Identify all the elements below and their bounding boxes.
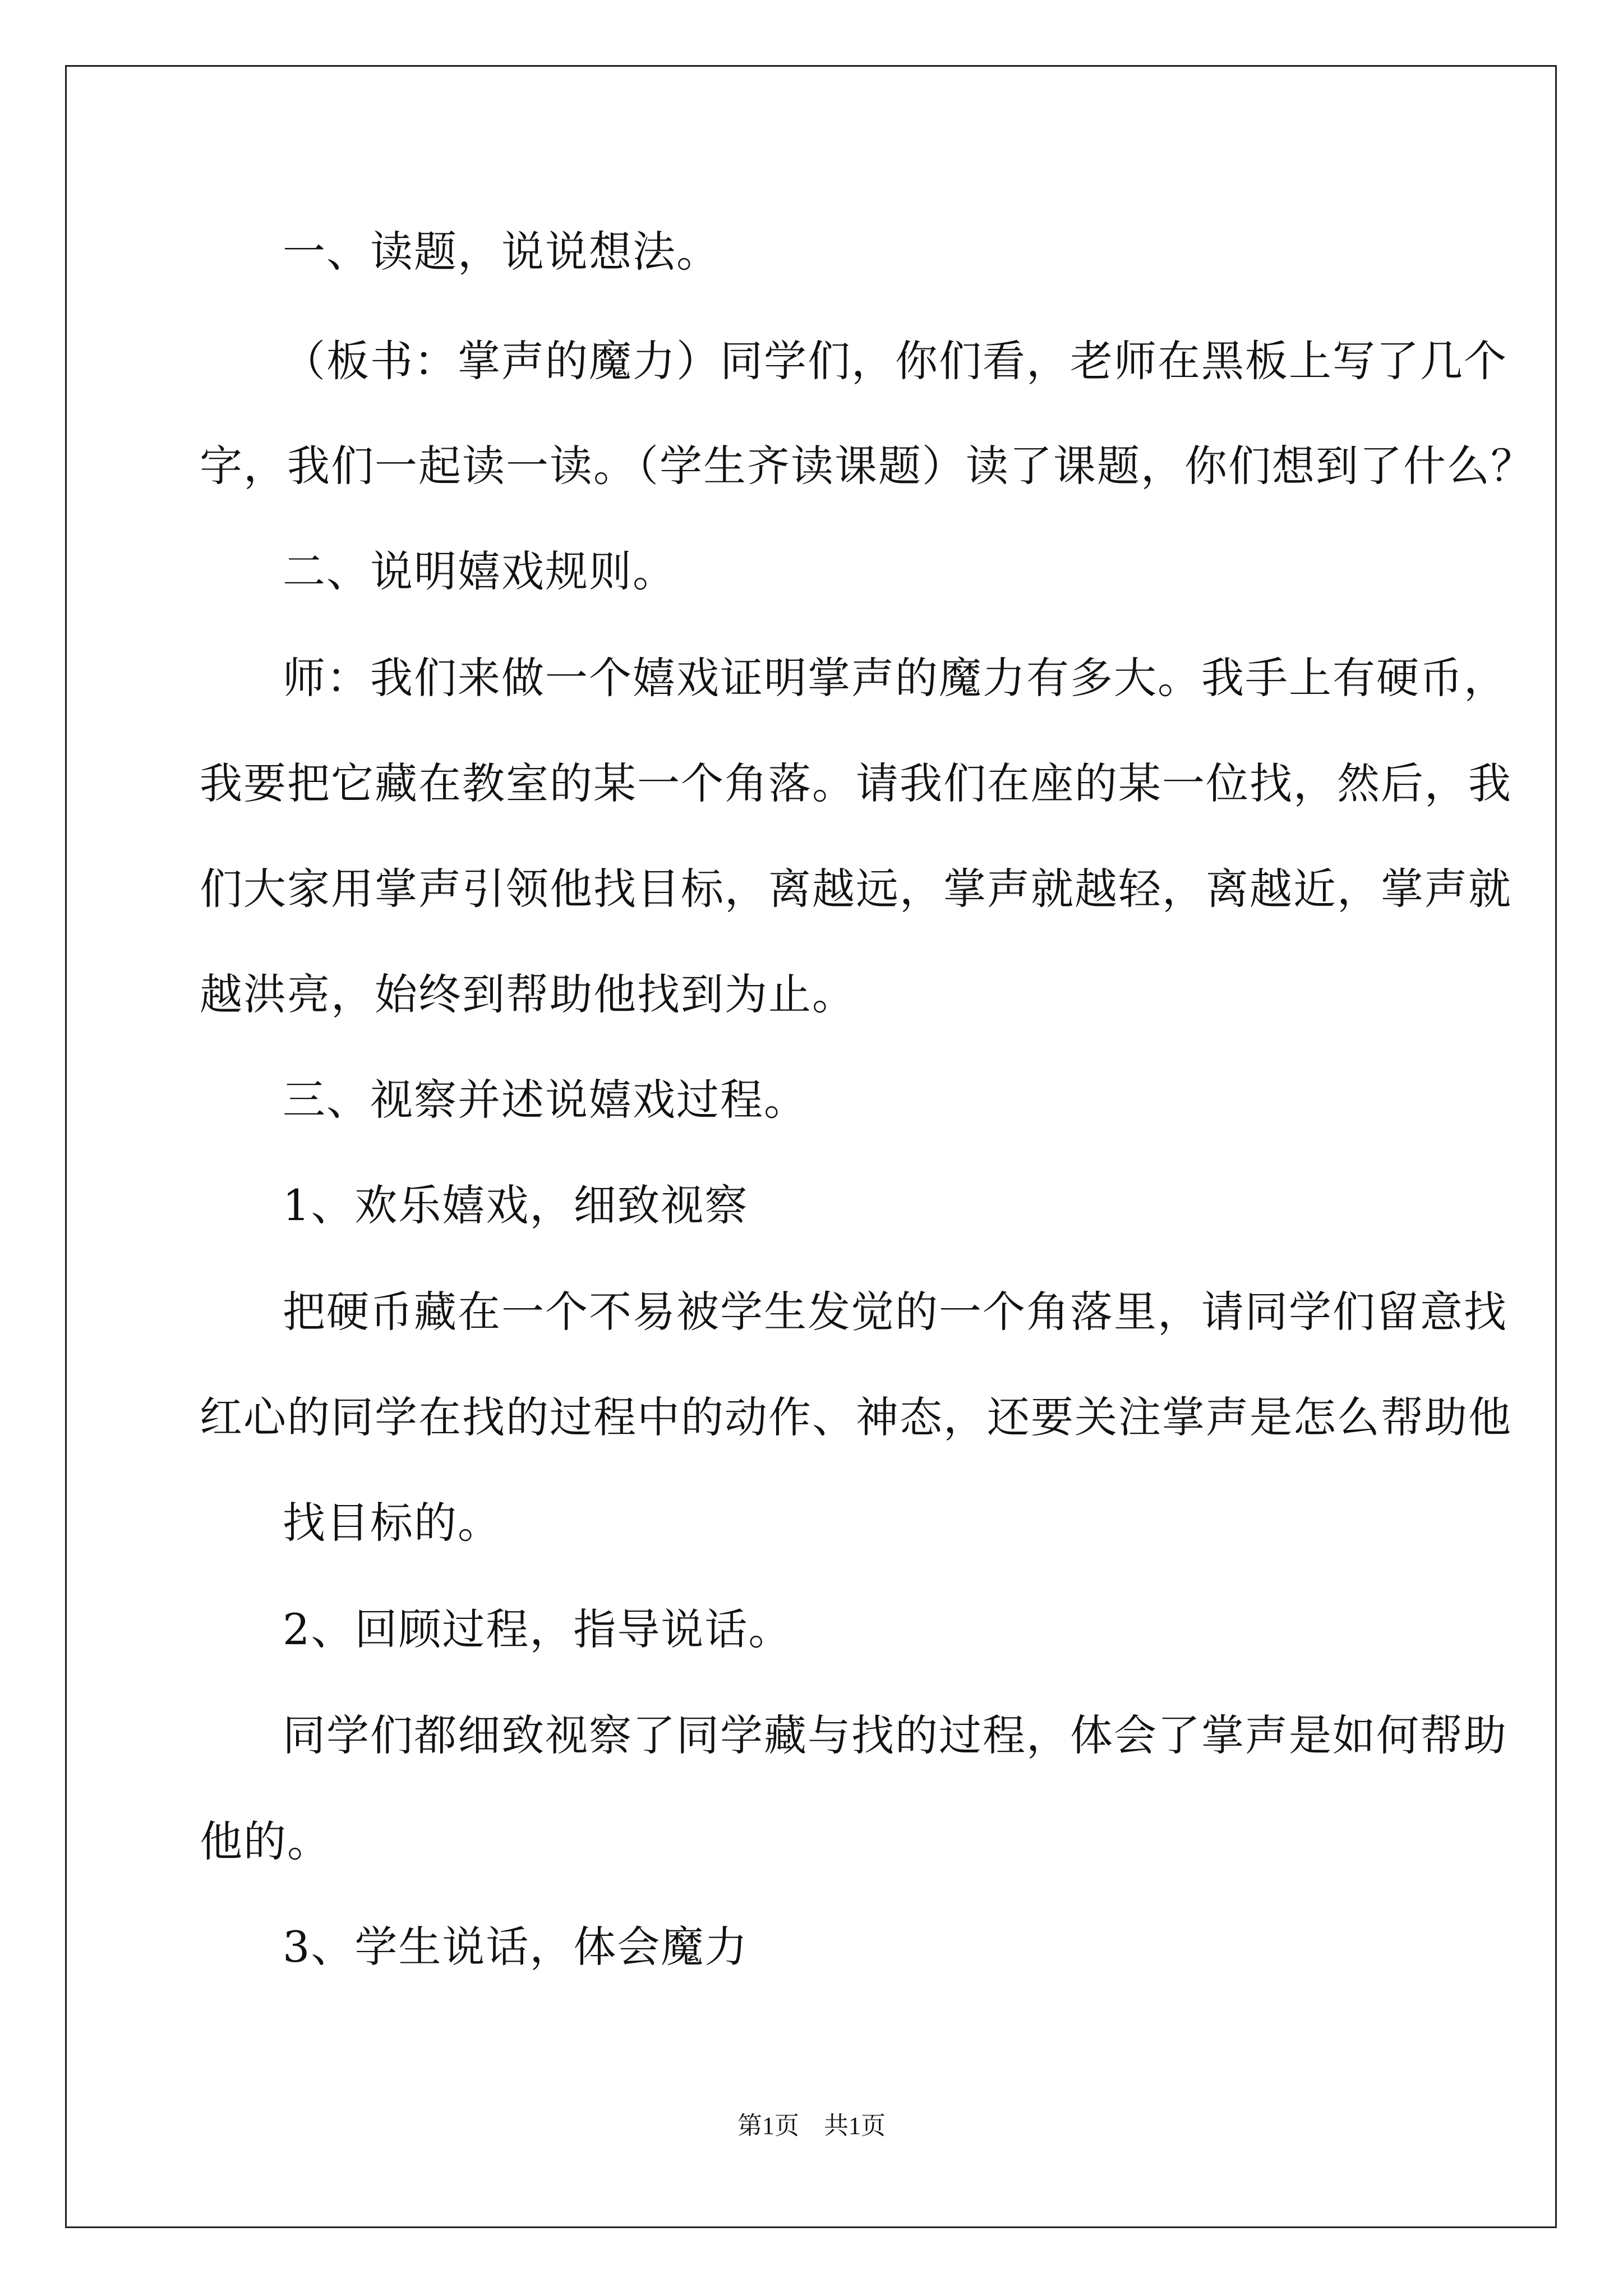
heading-2: 二、说明嬉戏规则。 [283, 546, 676, 596]
paragraph-line: 找目标的。 [283, 1498, 501, 1548]
paragraph-line: 越洪亮，始终到帮助他找到为止。 [200, 969, 856, 1019]
page-border [65, 65, 1557, 2228]
paragraph-line: 我要把它藏在教室的某一个角落。请我们在座的某一位找，然后，我 [200, 758, 1512, 808]
subheading-2: 2、回顾过程，指导说话。 [283, 1604, 792, 1654]
page-number: 第1页 共1页 [737, 2112, 886, 2139]
paragraph-line: 同学们都细致视察了同学藏与找的过程，体会了掌声是如何帮助 [283, 1710, 1507, 1760]
paragraph-line: 他的。 [200, 1816, 331, 1866]
paragraph-line: （板书：掌声的魔力）同学们，你们看，老师在黑板上写了几个 [283, 336, 1507, 386]
subheading-1: 1、欢乐嬉戏，细致视察 [283, 1180, 749, 1230]
heading-1: 一、读题，说说想法。 [283, 227, 720, 277]
paragraph-line: 红心的同学在找的过程中的动作、神态，还要关注掌声是怎么帮助他 [200, 1392, 1512, 1442]
paragraph-line: 师：我们来做一个嬉戏证明掌声的魔力有多大。我手上有硬币， [283, 653, 1507, 703]
paragraph-line: 们大家用掌声引领他找目标，离越远，掌声就越轻，离越近，掌声就 [200, 864, 1512, 914]
paragraph-line: 字，我们一起读一读。（学生齐读课题）读了课题，你们想到了什么？ [200, 441, 1534, 491]
subheading-3: 3、学生说话，体会魔力 [283, 1922, 749, 1972]
heading-3: 三、视察并述说嬉戏过程。 [283, 1075, 808, 1125]
paragraph-line: 把硬币藏在一个不易被学生发觉的一个角落里，请同学们留意找 [283, 1287, 1507, 1337]
